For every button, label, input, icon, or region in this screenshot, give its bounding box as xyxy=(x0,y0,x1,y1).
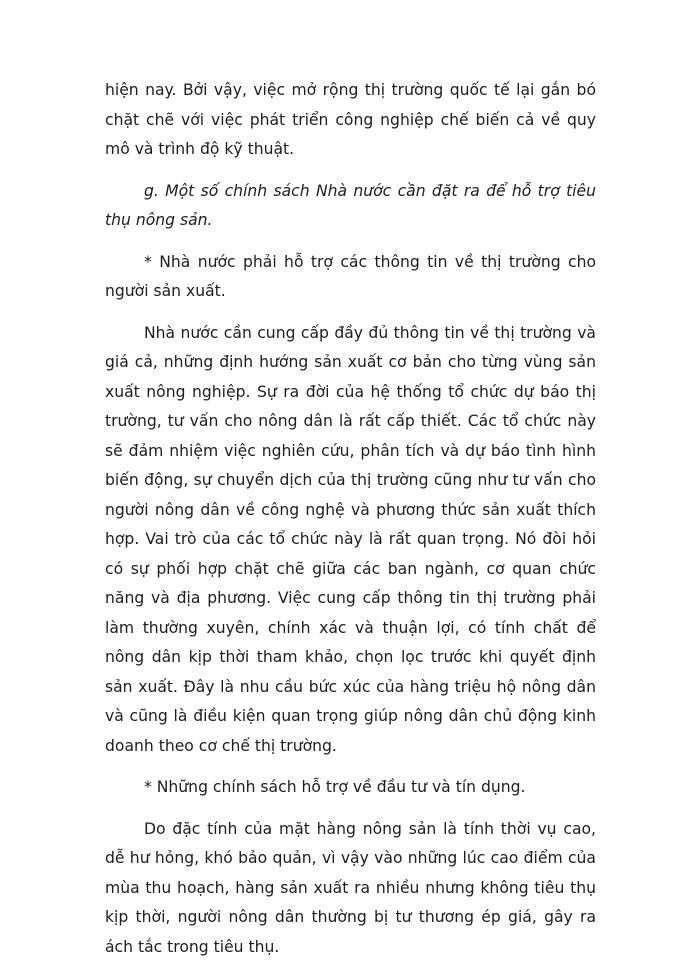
paragraph-investment-credit: Do đặc tính của mặt hàng nông sản là tính thời vụ cao, dễ hư hỏng, khó bảo quản, vì vậy vào những lúc cao điểm của mùa thu hoạch, hàng sản xuất ra nhiều nhưng không tiêu thụ kịp thời, người nông dân thường bị tư thương ép giá, gây ra ách tắc trong tiêu thụ. xyxy=(105,819,596,956)
paragraph-market-info: Nhà nước cần cung cấp đầy đủ thông tin về thị trường và giá cả, những định hướng sản xuất cơ bản cho từng vùng sản xuất nông nghiệp. Sự ra đời của hệ thống tổ chức dự báo thị trường, tư vấn cho nông dân là rất cấp thiết. Các tổ chức này sẽ đảm nhiệm việc nghiên cứu, phân tích và dự báo tình hình biến động, sự chuyển dịch của thị trường cũng như tư vấn cho người nông dân về công nghệ và phương thức sản xuất thích hợp. Vai trò của các tổ chức này là rất quan trọng. Nó đòi hỏi có sự phối hợp chặt chẽ giữa các ban ngành, cơ quan chức năng và địa phương. Việc cung cấp thông tin thị trường phải làm thường xuyên, chính xác và thuận lợi, có tính chất để nông dân kịp thời tham khảo, chọn lọc trước khi quyết định sản xuất. Đây là nhu cầu bức xúc của hàng triệu hộ nông dân và cũng là điều kiện quan trọng giúp nông dân chủ động kinh doanh theo cơ chế thị trường. xyxy=(105,323,596,755)
section-heading: g. Một số chính sách Nhà nước cần đặt ra để hỗ trợ tiêu thụ nông sản. xyxy=(105,181,596,229)
subheading-investment-credit: * Những chính sách hỗ trợ về đầu tư và tín dụng. xyxy=(144,778,526,796)
subheading-market-info: * Nhà nước phải hỗ trợ các thông tin về thị trường cho người sản xuất. xyxy=(105,252,596,300)
paragraph-continuation: hiện nay. Bởi vậy, việc mở rộng thị trường quốc tế lại gắn bó chặt chẽ với việc phát triển công nghiệp chế biến cả về quy mô và trình độ kỹ thuật. xyxy=(105,81,596,158)
document-body xyxy=(105,76,596,974)
